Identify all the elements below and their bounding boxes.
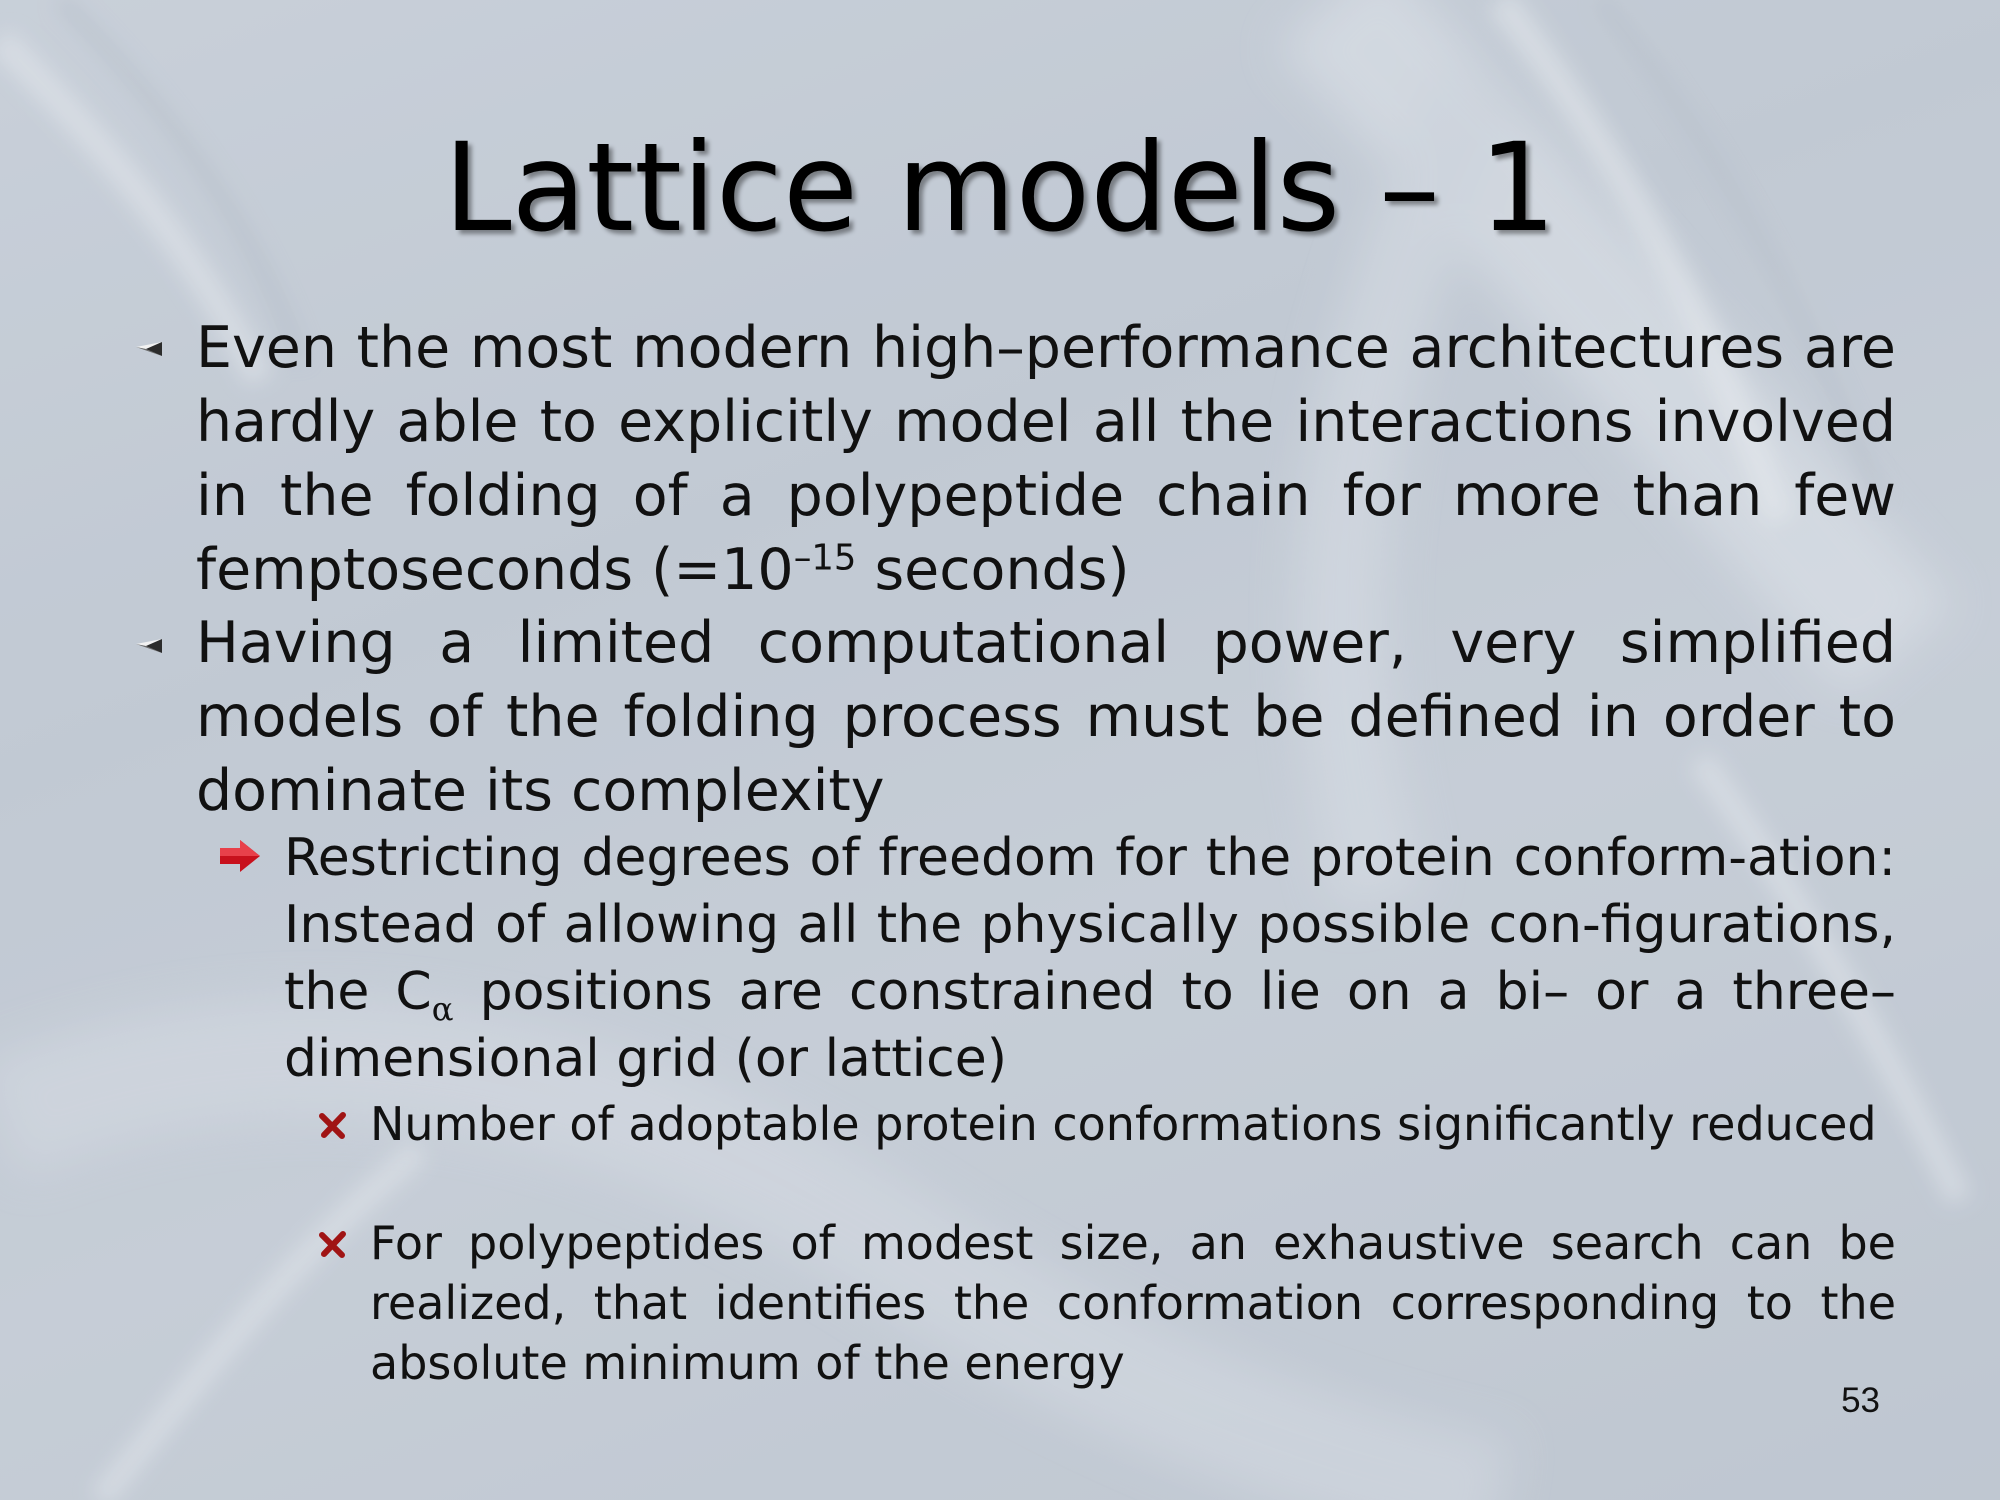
bullet-item-1-text-end: seconds) bbox=[856, 537, 1130, 603]
alpha-subscript: α bbox=[431, 990, 454, 1029]
sub-bullet-item-1-text-end: positions are constrained to lie on a bi– or a three–dimensional grid (or lattice) bbox=[284, 962, 1896, 1089]
red-cross-bullet-icon bbox=[318, 1110, 348, 1140]
sub-sub-bullet-item-2: For polypeptides of modest size, an exhaustive search can be realized, that identifies the conformation corresponding to the absolute minimum of the energy bbox=[370, 1216, 1896, 1390]
exponent-superscript: –15 bbox=[793, 537, 857, 579]
sub-bullet-item-1-text: Restricting degrees of freedom for the protein conform-ation: Instead of allowing all the physically possible con-figurations, the C bbox=[284, 828, 1896, 1022]
bullet-item-1-text: Even the most modern high–performance architectures are hardly able to explicitly model all the interactions involved in the folding of a polypeptide chain for more than few femptoseconds (=10 bbox=[196, 315, 1896, 603]
bullet-item-1 bbox=[196, 311, 1896, 607]
slide-title: Lattice models – 1 bbox=[443, 117, 1557, 259]
arrowhead-bullet-icon bbox=[134, 334, 164, 364]
page-number: 53 bbox=[1841, 1381, 1880, 1420]
red-cross-bullet-icon bbox=[318, 1229, 348, 1259]
bullet-item-2: Having a limited computational power, very simplified models of the folding process must be defined in order to dominate its complexity bbox=[196, 610, 1896, 824]
arrowhead-bullet-icon bbox=[134, 631, 164, 661]
red-arrow-bullet-icon bbox=[218, 838, 262, 874]
sub-sub-bullet-item-1: Number of adoptable protein conformations significantly reduced bbox=[370, 1097, 1877, 1151]
sub-bullet-item-1 bbox=[284, 825, 1896, 1093]
